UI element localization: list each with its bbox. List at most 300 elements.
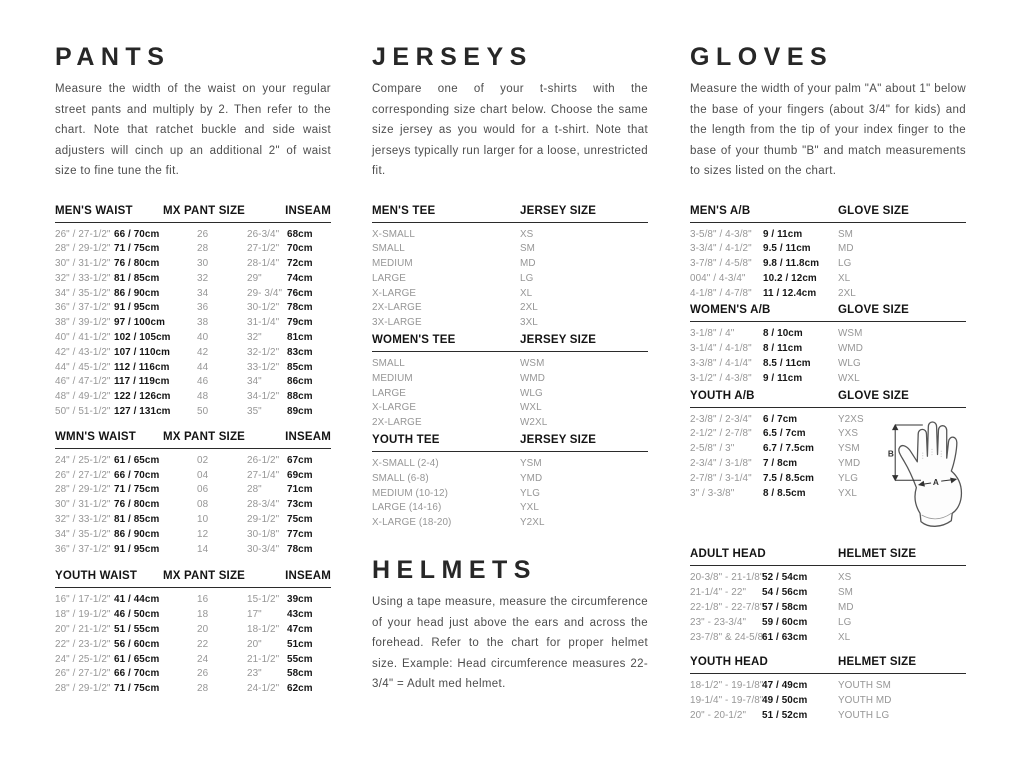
cell-glove-size: YXS xyxy=(838,428,859,440)
cell-glove-size: YLG xyxy=(838,472,859,484)
table-row xyxy=(690,694,966,709)
cell-jersey-size: MD xyxy=(520,258,536,270)
cell-waist-inches: 22" / 23-1/2" xyxy=(55,638,111,650)
cell-tee-size: LARGE xyxy=(372,272,406,284)
table-rows xyxy=(55,228,331,420)
pants-intro-text: Measure the width of the waist on your regular street pants and multiply by 2. Then refer to the chart. Note that ratchet buckle and side waist adjusters will cinch up an additional 2" of waist size to fine tune the fit. xyxy=(55,83,331,177)
cell-waist-inches: 36" / 37-1/2" xyxy=(55,302,111,314)
cell-glove-size: WLG xyxy=(838,358,861,370)
column-header: GLOVE SIZE xyxy=(838,389,910,402)
table-header-row xyxy=(372,204,648,223)
table-rows xyxy=(690,228,966,302)
cell-inseam-cm: 79cm xyxy=(287,317,313,329)
table-row xyxy=(690,228,966,243)
table-row xyxy=(372,457,648,472)
cell-inseam-inches: 21-1/2" xyxy=(247,653,280,665)
helmets-title: HELMETS xyxy=(372,556,537,585)
cell-ab-cm: 7 / 8cm xyxy=(763,458,798,470)
cell-ab-cm: 6 / 7cm xyxy=(763,413,798,425)
table-row xyxy=(55,331,331,346)
cell-ab-inches: 3-7/8" / 4-5/8" xyxy=(690,258,752,270)
column-header: MEN'S TEE xyxy=(372,204,436,217)
cell-pant-size: 48 xyxy=(197,391,209,403)
cell-ab-inches: 2-3/4" / 3-1/8" xyxy=(690,458,752,470)
table-row xyxy=(55,513,331,528)
cell-head-cm: 61 / 63cm xyxy=(762,631,808,643)
cell-glove-size: MD xyxy=(838,243,854,255)
table-row xyxy=(690,272,966,287)
cell-pant-size: 30 xyxy=(197,258,209,270)
cell-pant-size: 28 xyxy=(197,683,209,695)
cell-jersey-size: XL xyxy=(520,287,533,299)
cell-ab-cm: 9 / 11cm xyxy=(763,228,803,240)
adult-head-table xyxy=(690,547,966,645)
cell-waist-inches: 26" / 27-1/2" xyxy=(55,228,111,240)
cell-inseam-cm: 43cm xyxy=(287,609,313,621)
cell-waist-inches: 28" / 29-1/2" xyxy=(55,683,111,695)
cell-inseam-inches: 31-1/4" xyxy=(247,317,280,329)
cell-inseam-inches: 27-1/4" xyxy=(247,469,280,481)
table-row xyxy=(55,316,331,331)
cell-glove-size: SM xyxy=(838,228,854,240)
table-row xyxy=(55,242,331,257)
table-header-row xyxy=(55,204,331,223)
cell-waist-inches: 16" / 17-1/2" xyxy=(55,594,111,606)
womens-tee-table xyxy=(372,333,648,431)
cell-ab-cm: 8 / 8.5cm xyxy=(763,487,806,499)
table-rows xyxy=(690,679,966,723)
cell-ab-inches: 4-1/8" / 4-7/8" xyxy=(690,287,752,299)
cell-glove-size: YXL xyxy=(838,487,857,499)
cell-ab-inches: 2-1/2" / 2-7/8" xyxy=(690,428,752,440)
cell-ab-cm: 8.5 / 11cm xyxy=(763,358,811,370)
cell-glove-size: XL xyxy=(838,272,851,284)
gloves-intro-text: Measure the width of your palm "A" about 1" below the base of your fingers (about 3/4" for kids) and the length from the tip of your index finger to the base of your thumb "B" and match measurements to sizes listed on the chart. xyxy=(690,83,966,177)
cell-waist-inches: 26" / 27-1/2" xyxy=(55,668,111,680)
cell-ab-cm: 6.5 / 7cm xyxy=(763,428,806,440)
cell-tee-size: LARGE (14-16) xyxy=(372,502,442,514)
cell-waist-cm: 127 / 131cm xyxy=(114,406,171,418)
cell-inseam-cm: 70cm xyxy=(287,243,313,255)
cell-head-inches: 21-1/4" - 22" xyxy=(690,587,747,599)
jerseys-section xyxy=(372,28,648,695)
cell-pant-size: 04 xyxy=(197,469,209,481)
cell-pant-size: 44 xyxy=(197,361,209,373)
cell-inseam-inches: 27-1/2" xyxy=(247,243,280,255)
jerseys-title: JERSEYS xyxy=(372,43,533,71)
cell-helmet-size: SM xyxy=(838,587,854,599)
cell-glove-size: YSM xyxy=(838,443,860,455)
cell-inseam-cm: 83cm xyxy=(287,346,313,358)
cell-ab-cm: 10.2 / 12cm xyxy=(763,272,817,284)
cell-waist-cm: 66 / 70cm xyxy=(114,228,160,240)
cell-inseam-inches: 15-1/2" xyxy=(247,594,280,606)
cell-tee-size: 2X-LARGE xyxy=(372,417,422,429)
cell-jersey-size: WLG xyxy=(520,387,543,399)
cell-jersey-size: YXL xyxy=(520,502,539,514)
table-header-row xyxy=(372,333,648,352)
cell-waist-cm: 97 / 100cm xyxy=(114,317,165,329)
column-header: MEN'S WAIST xyxy=(55,204,133,217)
cell-inseam-cm: 69cm xyxy=(287,469,313,481)
cell-helmet-size: XL xyxy=(838,631,851,643)
cell-inseam-inches: 30-1/8" xyxy=(247,528,280,540)
cell-inseam-inches: 24-1/2" xyxy=(247,683,280,695)
column-header: INSEAM xyxy=(285,430,331,443)
cell-inseam-inches: 33-1/2" xyxy=(247,361,280,373)
cell-waist-inches: 44" / 45-1/2" xyxy=(55,361,111,373)
cell-waist-inches: 42" / 43-1/2" xyxy=(55,346,111,358)
cell-waist-inches: 38" / 39-1/2" xyxy=(55,317,111,329)
cell-waist-cm: 51 / 55cm xyxy=(114,624,160,636)
cell-helmet-size: YOUTH LG xyxy=(838,710,890,722)
cell-ab-inches: 3-3/4" / 4-1/2" xyxy=(690,243,752,255)
table-header-row xyxy=(372,433,648,452)
cell-pant-size: 36 xyxy=(197,302,209,314)
cell-ab-inches: 3-3/8" / 4-1/4" xyxy=(690,358,752,370)
cell-inseam-inches: 28-3/4" xyxy=(247,499,280,511)
cell-jersey-size: YSM xyxy=(520,458,542,470)
table-row xyxy=(690,342,966,357)
cell-inseam-cm: 62cm xyxy=(287,683,313,695)
table-row xyxy=(690,242,966,257)
cell-tee-size: SMALL (6-8) xyxy=(372,472,429,484)
cell-waist-cm: 107 / 110cm xyxy=(114,346,171,358)
column-header: YOUTH WAIST xyxy=(55,570,138,583)
cell-head-cm: 57 / 58cm xyxy=(762,602,808,614)
cell-tee-size: X-LARGE (18-20) xyxy=(372,517,452,529)
table-row xyxy=(55,623,331,638)
cell-waist-cm: 61 / 65cm xyxy=(114,454,160,466)
cell-waist-inches: 30" / 31-1/2" xyxy=(55,258,111,270)
table-row xyxy=(55,287,331,302)
cell-glove-size: Y2XS xyxy=(838,413,864,425)
youth-tee-table xyxy=(372,433,648,531)
cell-waist-cm: 122 / 126cm xyxy=(114,391,171,403)
cell-waist-cm: 46 / 50cm xyxy=(114,609,160,621)
cell-jersey-size: W2XL xyxy=(520,417,548,429)
table-row xyxy=(55,346,331,361)
cell-tee-size: LARGE xyxy=(372,387,406,399)
cell-tee-size: MEDIUM xyxy=(372,258,413,270)
youth-waist-table xyxy=(55,569,331,697)
cell-jersey-size: Y2XL xyxy=(520,517,545,529)
cell-inseam-cm: 85cm xyxy=(287,361,313,373)
diagram-a-label: A xyxy=(932,477,939,487)
table-row xyxy=(372,301,648,316)
column-header: YOUTH TEE xyxy=(372,434,440,447)
cell-waist-cm: 86 / 90cm xyxy=(114,287,160,299)
cell-head-inches: 22-1/8" - 22-7/8" xyxy=(690,602,764,614)
cell-tee-size: 3X-LARGE xyxy=(372,317,422,329)
table-row xyxy=(372,416,648,431)
cell-inseam-inches: 29-1/2" xyxy=(247,514,280,526)
table-row xyxy=(55,682,331,697)
table-rows xyxy=(55,593,331,697)
table-header-row xyxy=(690,389,966,408)
table-row xyxy=(690,257,966,272)
cell-inseam-inches: 34" xyxy=(247,376,262,388)
table-row xyxy=(372,287,648,302)
cell-tee-size: MEDIUM xyxy=(372,372,413,384)
table-row xyxy=(372,242,648,257)
cell-helmet-size: YOUTH SM xyxy=(838,680,891,692)
table-row xyxy=(55,361,331,376)
cell-inseam-inches: 17" xyxy=(247,609,262,621)
cell-ab-cm: 6.7 / 7.5cm xyxy=(763,443,815,455)
cell-waist-cm: 56 / 60cm xyxy=(114,638,160,650)
cell-ab-cm: 8 / 11cm xyxy=(763,343,803,355)
column-header: HELMET SIZE xyxy=(838,656,917,669)
youth-head-table xyxy=(690,655,966,723)
cell-ab-inches: 2-5/8" / 3" xyxy=(690,443,735,455)
table-row xyxy=(690,287,966,302)
cell-jersey-size: LG xyxy=(520,272,534,284)
cell-ab-inches: 3-1/2" / 4-3/8" xyxy=(690,372,752,384)
table-row xyxy=(372,257,648,272)
cell-pant-size: 50 xyxy=(197,406,209,418)
cell-head-cm: 49 / 50cm xyxy=(762,695,808,707)
cell-inseam-inches: 34-1/2" xyxy=(247,391,280,403)
cell-inseam-cm: 74cm xyxy=(287,272,313,284)
cell-inseam-inches: 26-1/2" xyxy=(247,454,280,466)
table-row xyxy=(690,709,966,724)
cell-waist-inches: 26" / 27-1/2" xyxy=(55,469,111,481)
cell-waist-inches: 18" / 19-1/2" xyxy=(55,609,111,621)
cell-inseam-inches: 23" xyxy=(247,668,262,680)
cell-head-cm: 54 / 56cm xyxy=(762,587,808,599)
cell-tee-size: X-SMALL xyxy=(372,228,415,240)
cell-pant-size: 40 xyxy=(197,332,209,344)
column-header: GLOVE SIZE xyxy=(838,204,910,217)
cell-jersey-size: YMD xyxy=(520,472,543,484)
cell-inseam-cm: 73cm xyxy=(287,499,313,511)
table-row xyxy=(55,528,331,543)
cell-inseam-inches: 26-3/4" xyxy=(247,228,280,240)
cell-waist-cm: 66 / 70cm xyxy=(114,469,160,481)
table-header-row xyxy=(55,569,331,588)
cell-tee-size: 2X-LARGE xyxy=(372,302,422,314)
table-row xyxy=(690,327,966,342)
cell-waist-cm: 41 / 44cm xyxy=(114,594,160,606)
cell-pant-size: 12 xyxy=(197,528,209,540)
cell-jersey-size: YLG xyxy=(520,487,541,499)
cell-head-cm: 51 / 52cm xyxy=(762,710,808,722)
cell-ab-inches: 004" / 4-3/4" xyxy=(690,272,746,284)
table-rows xyxy=(55,454,331,558)
cell-waist-cm: 91 / 95cm xyxy=(114,302,160,314)
cell-waist-inches: 46" / 47-1/2" xyxy=(55,376,111,388)
table-row xyxy=(372,228,648,243)
cell-jersey-size: 3XL xyxy=(520,317,538,329)
table-rows xyxy=(690,571,966,645)
cell-glove-size: 2XL xyxy=(838,287,856,299)
womens-waist-table xyxy=(55,430,331,558)
cell-pant-size: 14 xyxy=(197,543,209,555)
cell-head-inches: 23" - 23-3/4" xyxy=(690,616,747,628)
cell-ab-cm: 8 / 10cm xyxy=(763,328,803,340)
cell-jersey-size: SM xyxy=(520,243,536,255)
cell-pant-size: 24 xyxy=(197,653,209,665)
cell-tee-size: X-SMALL (2-4) xyxy=(372,458,439,470)
cell-ab-inches: 3" / 3-3/8" xyxy=(690,487,735,499)
cell-inseam-cm: 67cm xyxy=(287,454,313,466)
cell-pant-size: 18 xyxy=(197,609,209,621)
cell-pant-size: 38 xyxy=(197,317,209,329)
table-rows xyxy=(372,457,648,531)
cell-glove-size: WMD xyxy=(838,343,863,355)
cell-pant-size: 02 xyxy=(197,454,209,466)
table-row xyxy=(690,616,966,631)
table-row xyxy=(55,272,331,287)
cell-ab-cm: 7.5 / 8.5cm xyxy=(763,472,815,484)
table-row xyxy=(55,543,331,558)
cell-waist-inches: 30" / 31-1/2" xyxy=(55,499,111,511)
cell-waist-inches: 50" / 51-1/2" xyxy=(55,406,111,418)
cell-waist-inches: 24" / 25-1/2" xyxy=(55,454,111,466)
table-row xyxy=(372,387,648,402)
column-header: JERSEY SIZE xyxy=(520,334,597,347)
cell-glove-size: WSM xyxy=(838,328,863,340)
cell-waist-inches: 28" / 29-1/2" xyxy=(55,484,111,496)
cell-pant-size: 28 xyxy=(197,243,209,255)
cell-waist-inches: 20" / 21-1/2" xyxy=(55,624,111,636)
column-header: WOMEN'S TEE xyxy=(372,334,456,347)
cell-inseam-cm: 89cm xyxy=(287,406,313,418)
cell-ab-inches: 3-5/8" / 4-3/8" xyxy=(690,228,752,240)
column-header: JERSEY SIZE xyxy=(520,204,597,217)
cell-pant-size: 46 xyxy=(197,376,209,388)
mens-waist-table xyxy=(55,204,331,420)
cell-jersey-size: 2XL xyxy=(520,302,538,314)
cell-inseam-inches: 28" xyxy=(247,484,262,496)
cell-pant-size: 16 xyxy=(197,594,209,606)
table-row xyxy=(372,272,648,287)
cell-inseam-cm: 72cm xyxy=(287,258,313,270)
table-row xyxy=(372,516,648,531)
table-rows xyxy=(372,357,648,431)
table-row xyxy=(372,472,648,487)
cell-inseam-cm: 58cm xyxy=(287,668,313,680)
cell-head-inches: 19-1/4" - 19-7/8" xyxy=(690,695,764,707)
cell-pant-size: 20 xyxy=(197,624,209,636)
cell-pant-size: 08 xyxy=(197,499,209,511)
diagram-b-label: B xyxy=(887,449,894,459)
cell-pant-size: 10 xyxy=(197,514,209,526)
column-header: INSEAM xyxy=(285,570,331,583)
cell-ab-cm: 11 / 12.4cm xyxy=(763,287,817,299)
column-header: MX PANT SIZE xyxy=(163,570,246,583)
gloves-title: GLOVES xyxy=(690,43,834,71)
cell-waist-inches: 24" / 25-1/2" xyxy=(55,653,111,665)
cell-waist-inches: 36" / 37-1/2" xyxy=(55,543,111,555)
cell-head-cm: 47 / 49cm xyxy=(762,680,808,692)
column-header: MX PANT SIZE xyxy=(163,204,246,217)
table-row xyxy=(55,405,331,420)
cell-waist-cm: 71 / 75cm xyxy=(114,484,160,496)
column-header: ADULT HEAD xyxy=(690,548,766,561)
cell-inseam-cm: 39cm xyxy=(287,594,313,606)
table-row xyxy=(55,638,331,653)
cell-tee-size: MEDIUM (10-12) xyxy=(372,487,449,499)
cell-ab-inches: 3-1/8" / 4" xyxy=(690,328,735,340)
mens-tee-table xyxy=(372,204,648,332)
table-rows xyxy=(372,228,648,332)
cell-inseam-cm: 86cm xyxy=(287,376,313,388)
cell-waist-cm: 76 / 80cm xyxy=(114,499,160,511)
table-row xyxy=(55,608,331,623)
table-row xyxy=(690,372,966,387)
cell-ab-inches: 3-1/4" / 4-1/8" xyxy=(690,343,752,355)
cell-glove-size: LG xyxy=(838,258,852,270)
cell-inseam-inches: 30-3/4" xyxy=(247,543,280,555)
cell-inseam-inches: 29- 3/4" xyxy=(247,287,283,299)
cell-inseam-cm: 68cm xyxy=(287,228,313,240)
table-row xyxy=(55,228,331,243)
jerseys-intro-text: Compare one of your t-shirts with the corresponding size chart below. Choose the same size jersey as you would for a t-shirt. Note that jerseys typically run larger for a loose, unrestricted fit. xyxy=(372,83,648,177)
cell-helmet-size: YOUTH MD xyxy=(838,695,892,707)
cell-inseam-cm: 55cm xyxy=(287,653,313,665)
table-row xyxy=(55,653,331,668)
womens-glove-table xyxy=(690,303,966,386)
cell-inseam-inches: 29" xyxy=(247,272,262,284)
column-header: YOUTH A/B xyxy=(690,389,755,402)
glove-illustration xyxy=(886,406,978,536)
column-header: HELMET SIZE xyxy=(838,548,917,561)
gloves-section xyxy=(690,28,966,724)
table-row xyxy=(55,454,331,469)
cell-glove-size: YMD xyxy=(838,458,861,470)
cell-jersey-size: XS xyxy=(520,228,534,240)
cell-waist-cm: 112 / 116cm xyxy=(114,361,170,373)
cell-pant-size: 22 xyxy=(197,638,209,650)
table-row xyxy=(55,257,331,272)
cell-waist-cm: 66 / 70cm xyxy=(114,668,160,680)
table-row xyxy=(372,401,648,416)
cell-ab-inches: 2-3/8" / 2-3/4" xyxy=(690,413,752,425)
column-header: MX PANT SIZE xyxy=(163,430,246,443)
cell-helmet-size: XS xyxy=(838,572,852,584)
cell-head-inches: 18-1/2" - 19-1/8" xyxy=(690,680,764,692)
table-row xyxy=(372,372,648,387)
cell-waist-inches: 34" / 35-1/2" xyxy=(55,287,111,299)
cell-inseam-cm: 47cm xyxy=(287,624,313,636)
cell-inseam-cm: 81cm xyxy=(287,332,313,344)
cell-waist-cm: 81 / 85cm xyxy=(114,272,160,284)
table-rows xyxy=(690,327,966,386)
cell-inseam-cm: 75cm xyxy=(287,514,313,526)
table-row xyxy=(372,316,648,331)
column-header: INSEAM xyxy=(285,204,331,217)
table-row xyxy=(55,469,331,484)
table-header-row xyxy=(690,204,966,223)
cell-waist-inches: 32" / 33-1/2" xyxy=(55,272,111,284)
cell-waist-cm: 91 / 95cm xyxy=(114,543,160,555)
cell-pant-size: 26 xyxy=(197,668,209,680)
table-row xyxy=(690,679,966,694)
cell-ab-cm: 9.5 / 11cm xyxy=(763,243,811,255)
table-row xyxy=(55,498,331,513)
table-row xyxy=(690,357,966,372)
cell-inseam-inches: 20" xyxy=(247,638,262,650)
cell-inseam-cm: 51cm xyxy=(287,638,313,650)
cell-ab-cm: 9.8 / 11.8cm xyxy=(763,258,820,270)
cell-tee-size: X-LARGE xyxy=(372,402,417,414)
cell-inseam-cm: 77cm xyxy=(287,528,313,540)
cell-waist-inches: 48" / 49-1/2" xyxy=(55,391,111,403)
cell-pant-size: 42 xyxy=(197,346,209,358)
cell-waist-inches: 32" / 33-1/2" xyxy=(55,514,111,526)
